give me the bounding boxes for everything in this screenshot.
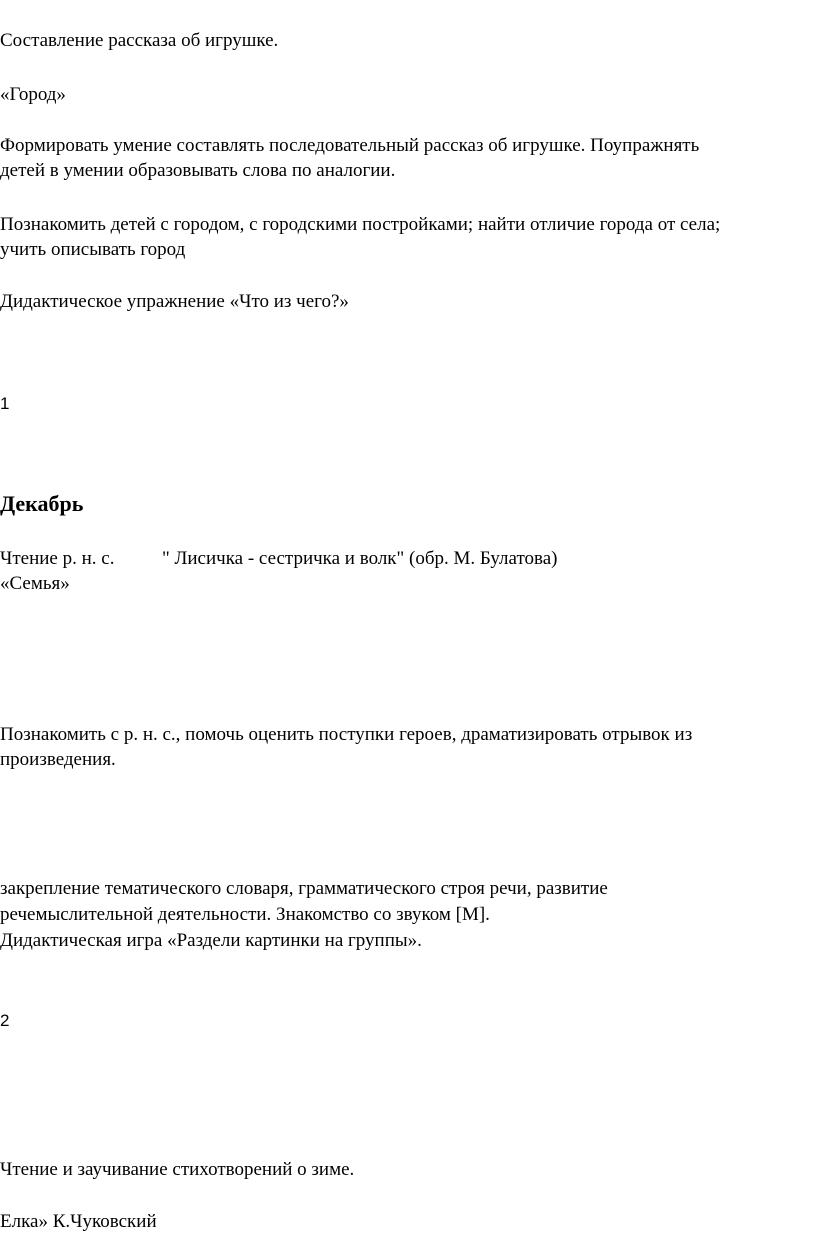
didactic-game: Дидактическая игра «Раздели картинки на группы».: [0, 930, 422, 951]
goal-paragraph-1-line-1: Формировать умение составлять последовательный рассказ об игрушке. Поупражнять: [0, 135, 700, 156]
poem-reference: Елка» К.Чуковский: [0, 1211, 157, 1232]
lesson-topic-family: «Семья»: [0, 573, 70, 594]
section-heading-december: Декабрь: [0, 491, 84, 516]
reading-title: " Лисичка - сестричка и волк" (обр. М. Булатова): [162, 548, 558, 569]
lesson-topic-city: «Город»: [0, 84, 66, 105]
goal-paragraph-1-line-2: детей в умении образовывать слова по аналогии.: [0, 160, 396, 181]
reading-winter-poems: Чтение и заучивание стихотворений о зиме.: [0, 1159, 355, 1180]
didactic-exercise: Дидактическое упражнение «Что из чего?»: [0, 291, 349, 312]
goal-paragraph-2-line-2: учить описывать город: [0, 239, 186, 260]
page-number: 1: [0, 394, 10, 413]
lesson-topic-toy-story: Составление рассказа об игрушке.: [0, 30, 279, 51]
goal-paragraph-4-line-1: закрепление тематического словаря, грамматического строя речи, развитие: [0, 878, 608, 899]
goal-paragraph-4-line-2: речемыслительной деятельности. Знакомство со звуком [М].: [0, 904, 490, 925]
goal-paragraph-2-line-1: Познакомить детей с городом, с городскими постройками; найти отличие города от села;: [0, 214, 721, 235]
reading-line: [0, 546, 557, 571]
reading-label: Чтение р. н. с.: [0, 548, 115, 569]
goal-paragraph-3-line-2: произведения.: [0, 749, 116, 770]
page-number: 2: [0, 1011, 10, 1030]
goal-paragraph-3-line-1: Познакомить с р. н. с., помочь оценить поступки героев, драматизировать отрывок из: [0, 724, 693, 745]
